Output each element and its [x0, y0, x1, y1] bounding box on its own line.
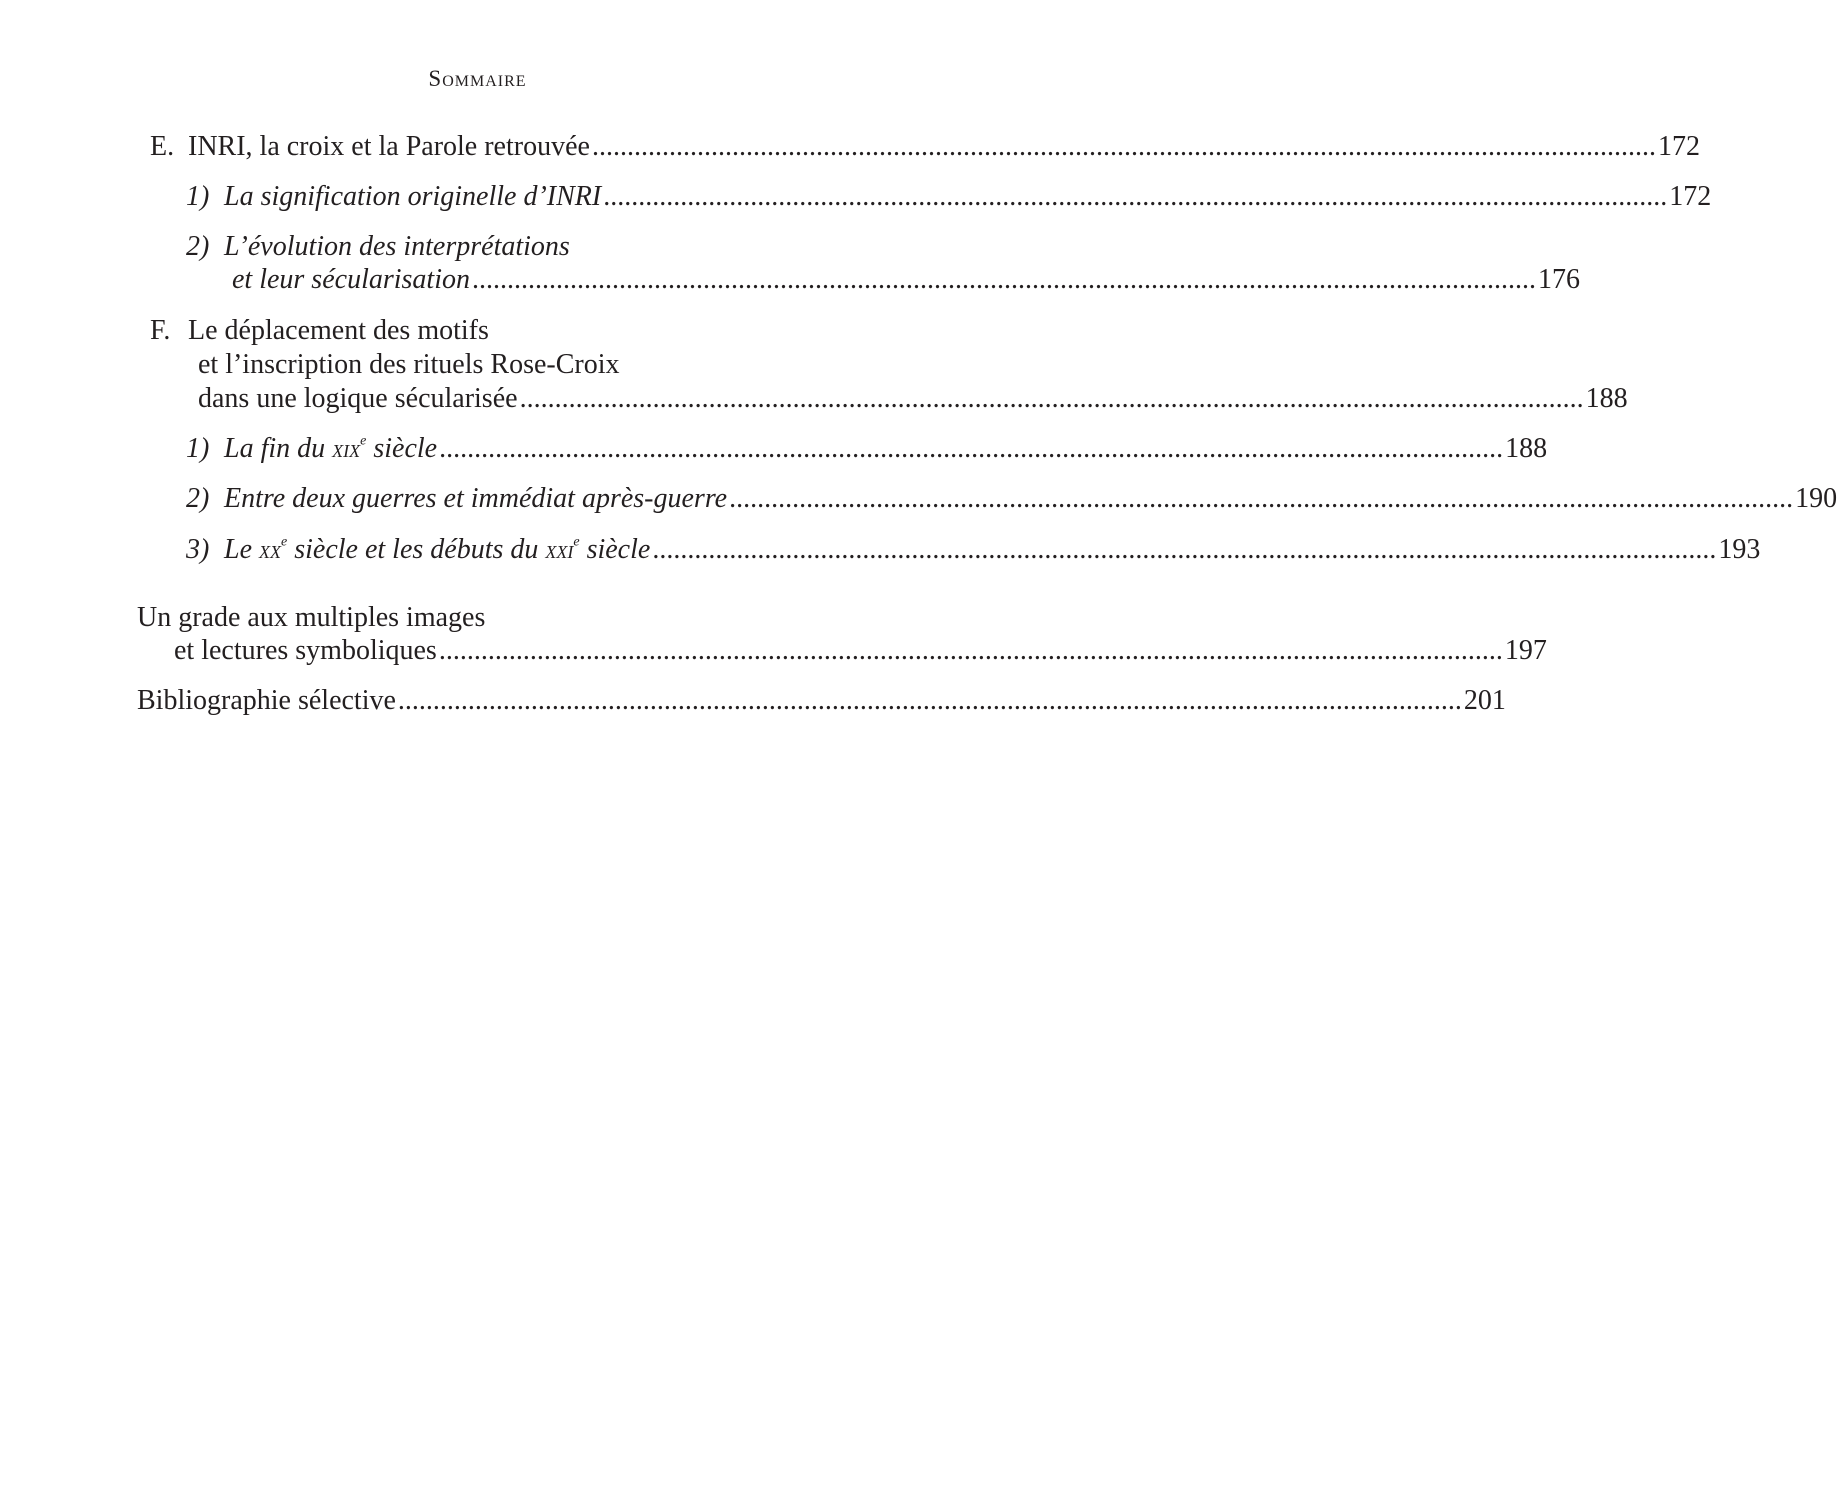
- dot-leader: ........................................................................................................................................................: [591, 131, 1656, 162]
- toc-entry-title-pre: La fin du: [224, 433, 333, 464]
- toc-entry-title-pre: Le: [224, 534, 259, 565]
- century-numeral: xxi: [545, 537, 574, 564]
- dot-leader: ........................................................................................................................................................: [652, 534, 1717, 565]
- toc-page-number: 188: [1585, 383, 1628, 414]
- toc-entry-title: Entre deux guerres et immédiat après-guerre: [224, 483, 728, 514]
- century-numeral: xx: [259, 537, 281, 564]
- dot-leader: ........................................................................................................................................................: [519, 383, 1584, 414]
- toc-entry-title-line2: et leur sécularisation: [232, 264, 470, 295]
- dot-leader: ........................................................................................................................................................: [397, 685, 1462, 716]
- toc-entry-marker: F.: [150, 315, 171, 346]
- running-head: Sommaire: [428, 66, 527, 91]
- toc-entry-title-line2: et lectures symboliques: [174, 635, 437, 666]
- toc-entry-title-line1: Le déplacement des motifs: [188, 315, 489, 346]
- toc-entry-title-line3: dans une logique sécularisée: [198, 383, 518, 414]
- dot-leader: ........................................................................................................................................................: [471, 264, 1536, 295]
- century-superscript: e: [360, 433, 367, 449]
- toc-entry-title: Bibliographie sélective: [137, 685, 396, 716]
- toc-entry-title: La signification originelle d’INRI: [224, 181, 602, 212]
- toc-page-number: 193: [1718, 534, 1761, 565]
- toc-entry-title-line1: L’évolution des interprétations: [224, 231, 570, 262]
- century-numeral: xix: [332, 436, 361, 463]
- toc-page-number: 190: [1795, 483, 1837, 514]
- toc-entry-marker: E.: [150, 131, 175, 162]
- toc-entry-marker: 1): [186, 433, 210, 464]
- toc-entry-title-post: siècle: [366, 433, 438, 464]
- century-superscript: e: [281, 534, 288, 550]
- toc-entry-title-line1: Un grade aux multiples images: [137, 602, 486, 633]
- toc-entry-title-mid: siècle et les débuts du: [287, 534, 546, 565]
- toc-entry-title-post: siècle: [579, 534, 651, 565]
- century-superscript: e: [573, 534, 580, 550]
- toc-page-number: 176: [1537, 264, 1580, 295]
- toc-page-number: 201: [1463, 685, 1506, 716]
- toc-entry-marker: 2): [186, 483, 210, 514]
- toc-page-number: 188: [1505, 433, 1548, 464]
- toc-page-number: 197: [1504, 635, 1547, 666]
- toc-entry-title-line2: et l’inscription des rituels Rose-Croix: [198, 349, 620, 380]
- toc-page-number: 172: [1657, 131, 1700, 162]
- toc-page-number: 172: [1669, 181, 1712, 212]
- dot-leader: ........................................................................................................................................................: [439, 433, 1504, 464]
- toc-entry-title: INRI, la croix et la Parole retrouvée: [188, 131, 590, 162]
- dot-leader: ........................................................................................................................................................: [729, 483, 1794, 514]
- dot-leader: ........................................................................................................................................................: [603, 181, 1668, 212]
- toc-entry-marker: 2): [186, 231, 210, 262]
- toc-entry-marker: 3): [186, 534, 210, 565]
- dot-leader: ........................................................................................................................................................: [438, 635, 1503, 666]
- toc-entry-marker: 1): [186, 181, 210, 212]
